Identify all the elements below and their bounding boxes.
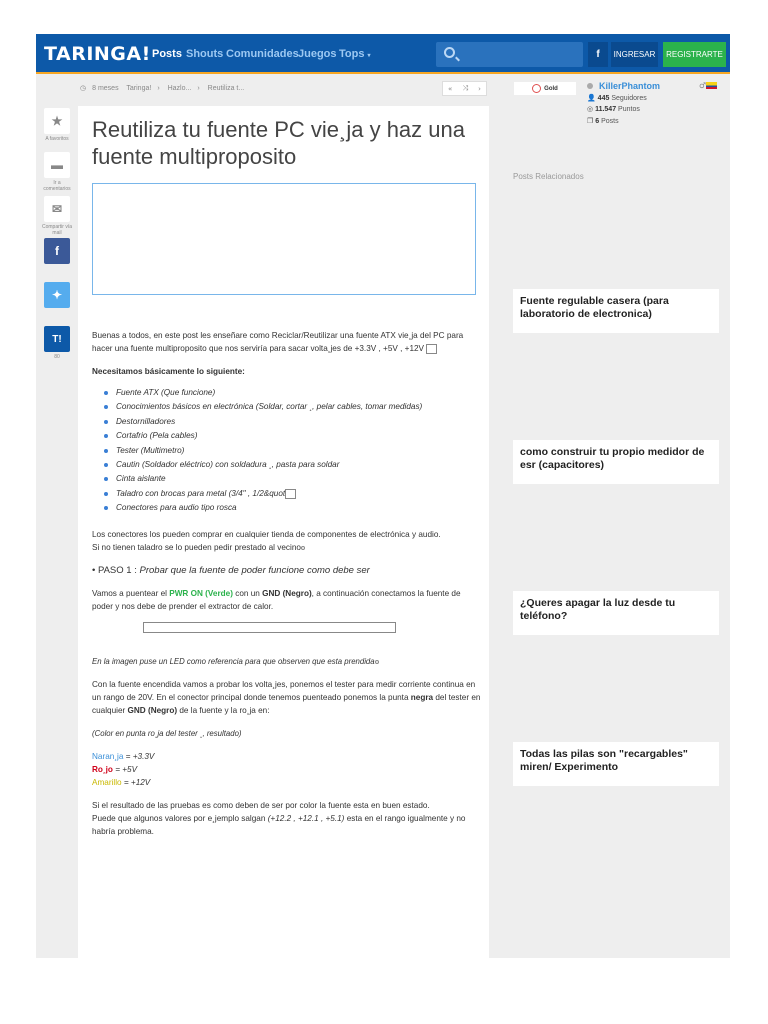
led-note: En la imagen puse un LED como referencia para que observen que esta prendida — [92, 655, 482, 668]
chevron-right-icon: › — [157, 85, 160, 92]
nav-juegos[interactable]: Juegos — [298, 48, 337, 60]
related-post[interactable]: Todas las pilas son "recargables" miren/ Experimento — [513, 742, 719, 786]
nav-tops[interactable] — [339, 48, 371, 60]
post-card — [78, 106, 489, 958]
nav-comunidades[interactable]: Comunidades — [226, 48, 299, 60]
facebook-icon: f — [55, 244, 59, 258]
breadcrumb-item[interactable]: Taringa! — [126, 85, 152, 92]
voltage-yellow: Amarillo = +12V — [92, 777, 151, 787]
facebook-login-button[interactable]: f — [588, 42, 608, 67]
list-item: Cautin (Soldador eléctrico) con soldadura ¸, pasta para soldar — [102, 458, 482, 472]
related-post[interactable]: Fuente regulable casera (para laboratorio de electronica) — [513, 289, 719, 333]
related-post[interactable]: como construir tu propio medidor de esr (capacitores) — [513, 440, 719, 484]
register-button[interactable]: REGISTRARTE — [663, 42, 726, 67]
step1-heading: • PASO 1 : Probar que la fuente de poder funcione como debe ser — [92, 564, 370, 576]
list-item: Cinta aislante — [102, 472, 482, 486]
login-button[interactable]: INGRESAR — [611, 42, 658, 67]
connectors-paragraph: Los conectores los pueden comprar en cualquier tienda de componentes de electrónica y audio. — [92, 529, 441, 539]
posts-icon: ❐ — [587, 118, 594, 125]
result-paragraph-2: Puede que algunos valores por e¸jemplo salgan (+12.2 , +12.1 , +5.1) esta en el rango igualmente y no habría problema. — [92, 813, 466, 836]
breadcrumb-item[interactable]: Reutiliza t... — [207, 85, 245, 92]
test-paragraph: Con la fuente encendida vamos a probar los volta¸jes, ponemos el tester para medir corriente continua en un rango de 20V. En el conector principal donde tenemos puenteado ponemos la punta negra del tester en cualquier GND (Negro) de la fuente y la ro¸ja en: — [92, 679, 481, 715]
broken-image-icon — [426, 344, 437, 354]
mail-share-button[interactable] — [44, 196, 70, 222]
comment-icon: ▬ — [51, 158, 63, 172]
rank-badge: Gold — [513, 81, 577, 96]
colombia-flag-icon — [706, 82, 717, 89]
list-item: Destornilladores — [102, 415, 482, 429]
author-flags — [699, 81, 717, 90]
needs-title: Necesitamos básicamente lo siguiente: — [92, 367, 245, 376]
step1-image-placeholder — [143, 622, 396, 633]
author-followers: 👤 445 Seguidores — [587, 95, 647, 102]
page-wrapper — [36, 34, 730, 958]
clock-icon: ◷ — [80, 85, 87, 92]
related-heading: Posts Relacionados — [513, 172, 584, 181]
author-posts: ❐ 6 Posts — [587, 118, 619, 125]
bridge-paragraph: Vamos a puentear el PWR ON (Verde) con un GND (Negro), a continuación conectamos la fuente de poder y nos debe de prender el extractor de calor. — [92, 588, 461, 611]
emoji-icon — [375, 660, 379, 664]
gender-male-icon: ♂ — [699, 81, 707, 90]
breadcrumb-item[interactable]: Hazlo... — [167, 85, 192, 92]
list-item: Cortafrio (Pela cables) — [102, 429, 482, 443]
list-item: Conocimientos básicos en electrónica (Soldar, cortar ¸, pelar cables, tomar medidas) — [102, 400, 482, 414]
twitter-share-button[interactable] — [44, 282, 70, 308]
twitter-icon: ✦ — [51, 288, 63, 302]
next-post-button[interactable]: › — [478, 84, 481, 93]
prev-post-button[interactable]: « — [448, 84, 453, 93]
emoji-icon — [301, 546, 305, 550]
favorite-button[interactable] — [44, 108, 70, 134]
nav-posts[interactable]: Posts — [152, 48, 182, 60]
taringa-share-button[interactable]: T! — [44, 326, 70, 352]
author-card — [513, 81, 721, 131]
list-item: Taladro con brocas para metal (3/4" , 1/2&quot — [102, 487, 482, 501]
comments-label: Ir a comentarios — [43, 180, 71, 192]
chevron-right-icon: › — [197, 85, 200, 92]
voltage-orange: Naran¸ja = +3.3V — [92, 751, 155, 761]
nav-shouts[interactable]: Shouts — [186, 48, 224, 60]
color-note: (Color en punta ro¸ja del tester ¸, resultado) — [92, 728, 242, 738]
nav-tops-label: Tops — [339, 48, 365, 60]
author-name[interactable]: KillerPhantom — [599, 81, 661, 91]
taringa-logo[interactable]: TARINGA! — [44, 43, 151, 65]
needs-list — [102, 386, 482, 516]
author-points: ◎ 11.547 Puntos — [587, 106, 640, 113]
post-title: Reutiliza tu fuente PC vie¸ja y haz una fuente multiproposito — [92, 117, 465, 169]
post-body — [92, 329, 482, 838]
top-navbar — [36, 34, 730, 74]
list-item: Conectores para audio tipo rosca — [102, 501, 482, 515]
user-icon: 👤 — [587, 95, 596, 102]
list-item: Tester (Multimetro) — [102, 444, 482, 458]
post-pager — [442, 81, 487, 96]
post-age: 8 meses — [92, 85, 119, 92]
online-status-icon — [587, 83, 593, 89]
result-paragraph: Si el resultado de las pruebas es como deben de ser por color la fuente esta en buen estado. — [92, 800, 430, 810]
broken-image-icon — [285, 489, 296, 499]
mail-share-label: Compartir vía mail — [42, 224, 73, 236]
random-post-button[interactable]: ⤨ — [462, 84, 469, 92]
facebook-share-button[interactable] — [44, 238, 70, 264]
envelope-icon: ✉ — [51, 202, 63, 216]
favorite-label: A favoritos — [45, 136, 69, 142]
search-icon — [444, 47, 455, 58]
breadcrumb — [80, 84, 250, 92]
drill-paragraph: Si no tienen taladro se lo pueden pedir prestado al vecino — [92, 541, 482, 554]
related-post[interactable]: ¿Queres apagar la luz desde tu teléfono? — [513, 591, 719, 635]
intro-paragraph: Buenas a todos, en este post les enseñare como Reciclar/Reutilizar una fuente ATX vie¸ja del PC para hacer una fuente multiproposito que nos serviría para sacar volta¸jes de +3.3V , +5V , +12V — [92, 331, 464, 353]
voltage-red: Ro¸jo = +5V — [92, 764, 138, 774]
comments-button[interactable] — [44, 152, 70, 178]
share-count: 80 — [54, 354, 60, 360]
chevron-down-icon: ▾ — [367, 53, 371, 59]
list-item: Fuente ATX (Que funcione) — [102, 386, 482, 400]
search-input[interactable] — [436, 42, 583, 67]
points-icon: ◎ — [587, 106, 594, 113]
gold-rank-icon — [532, 84, 541, 93]
star-icon: ★ — [51, 114, 63, 128]
post-image-placeholder — [92, 183, 476, 295]
